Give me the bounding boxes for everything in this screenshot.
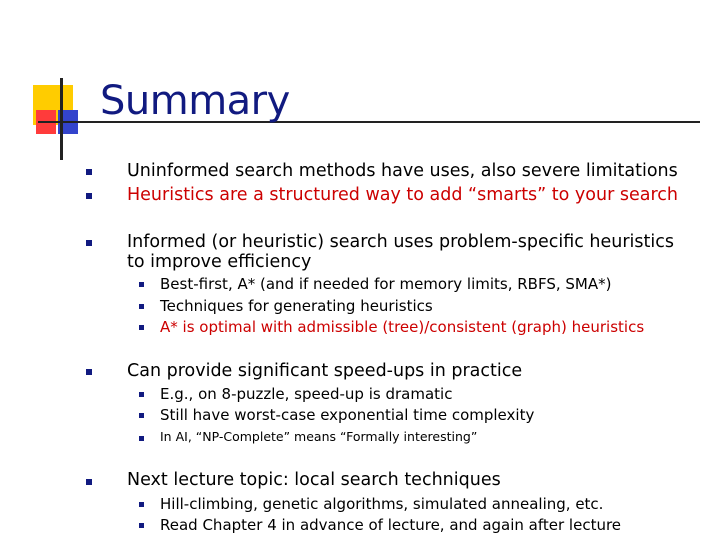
- bullet-heuristics: Heuristics are a structured way to add “smarts” to your search: [127, 185, 678, 205]
- bullet-speedups: Can provide significant speed-ups in practice: [127, 361, 523, 381]
- sub-bullet-marker: [139, 502, 144, 507]
- bullet-marker: [86, 240, 92, 246]
- sub-bullet-marker: [139, 523, 144, 528]
- sub-bullet-marker: [139, 392, 144, 397]
- sub-bullet-marker: [139, 304, 144, 309]
- sub-bullet-marker: [139, 325, 144, 330]
- sub-bullet-marker: [139, 436, 144, 441]
- bullet-marker: [86, 193, 92, 199]
- bullet-uninformed: Uninformed search methods have uses, also severe limitations: [127, 161, 678, 181]
- bullet-informed-line2: to improve efficiency: [127, 252, 312, 272]
- bullet-next-lecture: Next lecture topic: local search techniques: [127, 470, 501, 490]
- sub-bullet-worst-case: Still have worst-case exponential time complexity: [160, 406, 535, 424]
- sub-bullet-marker: [139, 413, 144, 418]
- sub-bullet-np-complete: In AI, “NP-Complete” means “Formally interesting”: [160, 429, 478, 444]
- slide-title: Summary: [100, 78, 290, 124]
- bullet-marker: [86, 169, 92, 175]
- bullet-marker: [86, 369, 92, 375]
- bullet-marker: [86, 479, 92, 485]
- sub-bullet-8-puzzle: E.g., on 8-puzzle, speed-up is dramatic: [160, 385, 453, 403]
- sub-bullet-techniques: Techniques for generating heuristics: [160, 297, 433, 315]
- sub-bullet-astar-optimal: A* is optimal with admissible (tree)/consistent (graph) heuristics: [160, 318, 645, 336]
- vertical-rule: [60, 78, 63, 160]
- sub-bullet-read-chapter: Read Chapter 4 in advance of lecture, and again after lecture: [160, 516, 622, 534]
- bullet-informed-line1: Informed (or heuristic) search uses problem-specific heuristics: [127, 232, 674, 252]
- sub-bullet-hill-climbing: Hill-climbing, genetic algorithms, simulated annealing, etc.: [160, 495, 604, 513]
- sub-bullet-marker: [139, 282, 144, 287]
- sub-bullet-best-first: Best-first, A* (and if needed for memory limits, RBFS, SMA*): [160, 275, 612, 293]
